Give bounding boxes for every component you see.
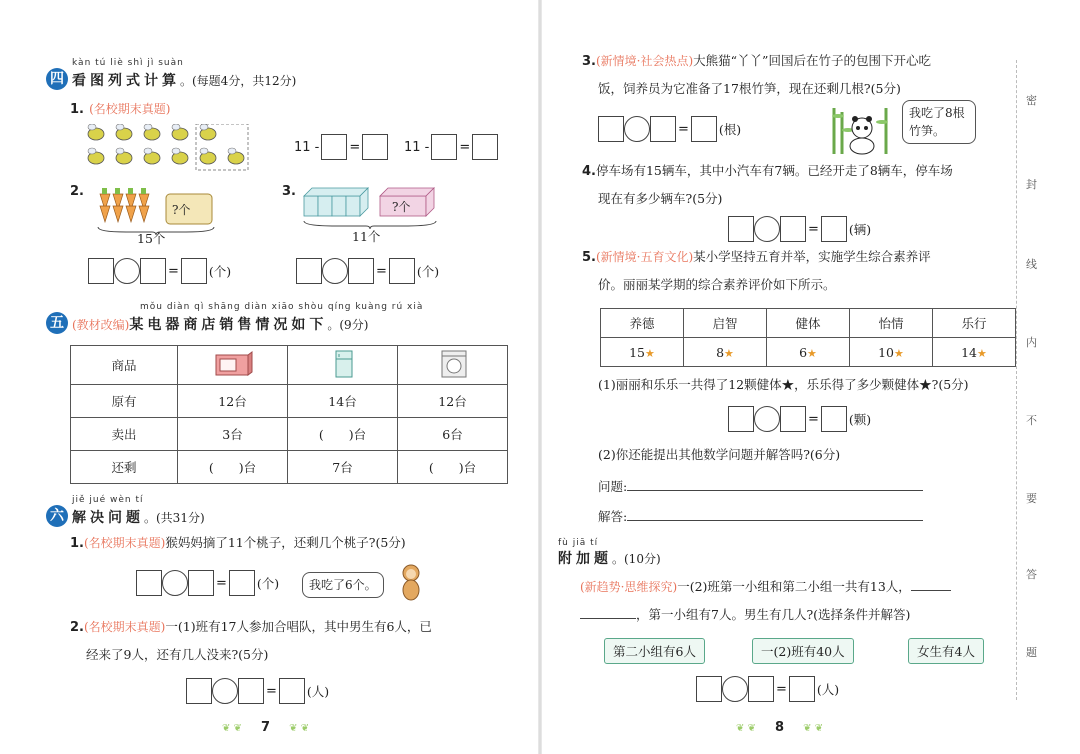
- row-label: 原有: [71, 385, 178, 418]
- margin-char: 密: [1026, 94, 1037, 107]
- section6-heading: [72, 507, 205, 527]
- r-q4-formula: [728, 216, 871, 242]
- seal-line: [1016, 60, 1018, 700]
- bonus-unit: (人): [816, 682, 840, 697]
- eval-value: 14: [961, 344, 978, 360]
- s4-q2-number: 2.: [70, 184, 84, 199]
- table-row: [71, 385, 508, 418]
- s4-q1-formula-b: [402, 134, 498, 160]
- r-q5-tag: (新情境·五育文化): [595, 250, 694, 264]
- r-q5-line1: [582, 246, 931, 269]
- table-cell: 3台: [178, 418, 288, 451]
- section5-pinyin: mǒu diàn qì shāng diàn xiāo shòu qíng kuàng rú xià: [140, 302, 424, 312]
- answer-box[interactable]: [362, 134, 388, 160]
- star-icon: ★: [807, 346, 817, 360]
- bonus-option[interactable]: 一(2)班有40人: [752, 638, 854, 664]
- star-icon: ★: [894, 346, 904, 360]
- answer-box[interactable]: [598, 116, 624, 142]
- eval-value-cell: [933, 338, 1016, 367]
- answer-box[interactable]: [88, 258, 114, 284]
- answer-box[interactable]: [821, 406, 847, 432]
- margin-char: 要: [1026, 492, 1037, 505]
- margin-char: 内: [1026, 336, 1037, 349]
- answer-box[interactable]: [650, 116, 676, 142]
- table-cell: 12台: [178, 385, 288, 418]
- r-q4-number: 4.: [582, 164, 596, 179]
- s6-q2-text2: 经来了9人，还有几人没来?(5分): [86, 647, 269, 662]
- r-q3-text1: 大熊猫“丫丫”回国后在竹子的包围下开心吃: [693, 53, 931, 68]
- section4-heading: [72, 70, 296, 90]
- star-icon: ★: [977, 346, 987, 360]
- margin-char: 不: [1026, 414, 1037, 427]
- answer-box[interactable]: [296, 258, 322, 284]
- answer-line: [598, 504, 923, 528]
- s6-q2-formula: [186, 678, 329, 704]
- operator-circle[interactable]: [754, 406, 780, 432]
- product-cell: [288, 346, 398, 385]
- r-q4-line1: [582, 160, 953, 183]
- equals-sign: =: [376, 263, 387, 279]
- eval-value-cell: [684, 338, 767, 367]
- eval-header-cell: 乐行: [933, 309, 1016, 338]
- s4-q1-expr-b: 11 -: [404, 139, 430, 155]
- table-cell-blank[interactable]: ( )台: [178, 451, 288, 484]
- r-q3-number: 3.: [582, 54, 596, 69]
- answer-box[interactable]: [696, 676, 722, 702]
- leaf-icon: ❦ ❦: [803, 723, 824, 734]
- right-page-footer: [736, 716, 823, 735]
- r-q5-text1: 某小学坚持五育并举，实施学生综合素养评: [693, 249, 931, 264]
- r-q5-sub1-unit: (颗): [848, 412, 872, 427]
- eval-value-cell: [767, 338, 850, 367]
- r-q3-speech-bubble: 我吃了8根竹笋。: [902, 100, 976, 144]
- r-q5-sub1: (1)丽丽和乐乐一共得了12颗健体★，乐乐得了多少颗健体★?(5分): [598, 377, 969, 392]
- s4-q1-tag: (名校期末真题): [89, 102, 171, 116]
- section5-tag: (教材改编): [72, 318, 130, 332]
- section6-title: 解决问题: [72, 510, 144, 526]
- question-answer-line[interactable]: [627, 474, 923, 491]
- s4-q3-total: 11个: [352, 229, 381, 244]
- eval-value: 8: [716, 344, 725, 360]
- answer-box[interactable]: [431, 134, 457, 160]
- s6-q2-unit: (人): [306, 684, 330, 699]
- answer-box[interactable]: [186, 678, 212, 704]
- table-row: [71, 346, 508, 385]
- panda-icon: [828, 106, 894, 156]
- r-q3-unit: (根): [718, 122, 742, 137]
- s4-q3-unit: (个): [416, 264, 440, 279]
- s4-q3-number: 3.: [282, 184, 296, 199]
- s4-q2-formula: [88, 258, 231, 284]
- bonus-title: 附加题: [558, 551, 612, 567]
- s6-q1: [70, 532, 406, 555]
- row-label: 卖出: [71, 418, 178, 451]
- star-icon: ★: [645, 346, 655, 360]
- s6-q2-text1: 一(1)班有17人参加合唱队，其中男生有6人，已: [165, 619, 432, 634]
- eval-header-cell: 健体: [767, 309, 850, 338]
- sales-table: [70, 345, 508, 484]
- margin-char: 封: [1026, 178, 1037, 191]
- equals-sign: =: [349, 139, 361, 155]
- table-cell: 12台: [398, 385, 508, 418]
- r-q3-line1: [582, 50, 931, 73]
- eval-value-cell: [850, 338, 933, 367]
- eval-value: 10: [878, 344, 895, 360]
- table-cell: 6台: [398, 418, 508, 451]
- equals-sign: =: [678, 121, 689, 137]
- answer-box[interactable]: [279, 678, 305, 704]
- bonus-text1: 一(2)班第一小组和第二小组一共有13人，: [677, 579, 911, 594]
- answer-label: 解答:: [598, 509, 628, 524]
- answer-box[interactable]: [181, 258, 207, 284]
- answer-box[interactable]: [748, 676, 774, 702]
- equals-sign: =: [216, 575, 227, 591]
- page-number-left: 7: [261, 720, 271, 735]
- section6-badge: 六: [46, 505, 68, 527]
- s6-q1-tag: (名校期末真题): [83, 536, 166, 550]
- table-row: [601, 309, 1016, 338]
- bonus-tag: (新趋势·思维探究): [580, 580, 678, 594]
- operator-circle[interactable]: [162, 570, 188, 596]
- answer-box[interactable]: [691, 116, 717, 142]
- eval-header-cell: 启智: [684, 309, 767, 338]
- s6-q1-speech-bubble: 我吃了6个。: [302, 572, 384, 598]
- section4-title: 看图列式计算: [72, 73, 180, 89]
- leaf-icon: ❦ ❦: [289, 723, 310, 734]
- s4-q2-total: 15个: [137, 231, 166, 246]
- bonus-line2: [580, 604, 910, 626]
- table-row: [71, 451, 508, 484]
- operator-circle[interactable]: [754, 216, 780, 242]
- eval-header-cell: 怡情: [850, 309, 933, 338]
- r-q4-text2: 现在有多少辆车?(5分): [598, 191, 723, 206]
- table-cell: 7台: [288, 451, 398, 484]
- operator-circle[interactable]: [322, 258, 348, 284]
- bonus-option[interactable]: 女生有4人: [908, 638, 984, 664]
- margin-char: 答: [1026, 568, 1037, 581]
- answer-box[interactable]: [140, 258, 166, 284]
- table-cell: 14台: [288, 385, 398, 418]
- question-line: [598, 474, 923, 498]
- margin-char: 题: [1026, 646, 1037, 659]
- section4-badge: 四: [46, 68, 68, 90]
- eval-value: 15: [629, 344, 646, 360]
- bonus-heading: [558, 548, 661, 568]
- s6-q2-line1: [70, 616, 432, 639]
- star-icon: ★: [724, 346, 734, 360]
- carrots-illustration: [96, 184, 216, 230]
- table-header-cell: 商品: [71, 346, 178, 385]
- answer-box[interactable]: [321, 134, 347, 160]
- right-page: [540, 0, 1080, 754]
- answer-box[interactable]: [188, 570, 214, 596]
- answer-box[interactable]: [789, 676, 815, 702]
- page-number-right: 8: [775, 720, 785, 735]
- r-q5-sub2: (2)你还能提出其他数学问题并解答吗?(6分): [598, 447, 841, 462]
- bonus-note: 。(10分): [612, 552, 661, 566]
- s6-q1-number: 1.: [70, 536, 84, 551]
- product-cell: [178, 346, 288, 385]
- equals-sign: =: [808, 221, 819, 237]
- answer-box[interactable]: [238, 678, 264, 704]
- s4-q3-box-label: ?个: [392, 200, 411, 214]
- s4-q1-header: [70, 98, 170, 117]
- answer-box[interactable]: [780, 216, 806, 242]
- s6-q1-unit: (个): [256, 576, 280, 591]
- table-row: [71, 418, 508, 451]
- margin-char: 线: [1026, 258, 1037, 271]
- s6-q1-text: 猴妈妈摘了11个桃子，还剩几个桃子?(5分): [165, 535, 406, 550]
- operator-circle[interactable]: [212, 678, 238, 704]
- r-q4-unit: (辆): [848, 222, 872, 237]
- leaf-icon: ❦ ❦: [222, 723, 242, 734]
- answer-box[interactable]: [821, 216, 847, 242]
- microwave-icon: [212, 351, 254, 377]
- s4-q1-expr-a: 11 -: [294, 139, 320, 155]
- equals-sign: =: [168, 263, 179, 279]
- question-label: 问题:: [598, 479, 628, 494]
- r-q3-text2: 饭，饲养员为它准备了17根竹笋，现在还剩几根?(5分): [598, 81, 901, 96]
- bonus-pinyin: fù jiā tí: [558, 538, 599, 548]
- r-q3-formula: [598, 116, 741, 142]
- section5-title: 某电器商店销售情况如下: [129, 317, 328, 333]
- section5-note: 。(9分): [327, 318, 369, 332]
- solution-answer-line[interactable]: [627, 504, 923, 521]
- section6-pinyin: jiě jué wèn tí: [72, 495, 144, 505]
- operator-circle[interactable]: [624, 116, 650, 142]
- product-cell: [398, 346, 508, 385]
- row-label: 还剩: [71, 451, 178, 484]
- bonus-option[interactable]: 第二小组有6人: [604, 638, 705, 664]
- left-page-footer: [222, 716, 309, 735]
- s4-q1-formula-a: [292, 134, 388, 160]
- answer-box[interactable]: [780, 406, 806, 432]
- equals-sign: =: [808, 411, 819, 427]
- leaf-icon: ❦ ❦: [736, 723, 756, 734]
- section4-note: 。(每题4分，共12分): [180, 74, 297, 88]
- section5-heading: [72, 314, 368, 334]
- equals-sign: =: [459, 139, 471, 155]
- r-q5-text2: 价。丽丽某学期的综合素养评价如下所示。: [598, 277, 836, 292]
- eval-value-cell: [601, 338, 684, 367]
- s6-q2-tag: (名校期末真题): [83, 620, 166, 634]
- bees-illustration: [84, 124, 250, 172]
- answer-box[interactable]: [229, 570, 255, 596]
- eval-value: 6: [799, 344, 808, 360]
- bonus-formula: [696, 676, 839, 702]
- table-row: [601, 338, 1016, 367]
- table-cell-blank[interactable]: ( )台: [398, 451, 508, 484]
- evaluation-table: [600, 308, 1016, 367]
- bonus-blank[interactable]: [911, 576, 951, 591]
- answer-box[interactable]: [348, 258, 374, 284]
- operator-circle[interactable]: [722, 676, 748, 702]
- monkey-icon: [396, 562, 426, 602]
- operator-circle[interactable]: [114, 258, 140, 284]
- refrigerator-icon: [328, 349, 358, 379]
- section6-note: 。(共31分): [144, 511, 205, 525]
- equals-sign: =: [776, 681, 787, 697]
- bonus-text2: ，第一小组有7人。男生有几人?(选择条件并解答): [636, 607, 911, 622]
- s4-q2-unit: (个): [208, 264, 232, 279]
- s4-q1-number: 1.: [70, 102, 84, 117]
- answer-box[interactable]: [136, 570, 162, 596]
- section4-pinyin: kàn tú liè shì jì suàn: [72, 58, 184, 68]
- section5-badge: 五: [46, 312, 68, 334]
- equals-sign: =: [266, 683, 277, 699]
- s6-q1-formula: [136, 570, 279, 596]
- r-q4-text1: 停车场有15辆车，其中小汽车有7辆。已经开走了8辆车，停车场: [595, 163, 953, 178]
- bonus-line1: [580, 576, 951, 598]
- r-q5-number: 5.: [582, 250, 596, 265]
- r-q5-sub1-formula: [728, 406, 871, 432]
- r-q3-tag: (新情境·社会热点): [595, 54, 694, 68]
- answer-box[interactable]: [728, 406, 754, 432]
- answer-box[interactable]: [389, 258, 415, 284]
- washing-machine-icon: [436, 349, 470, 379]
- table-cell-blank[interactable]: ( )台: [288, 418, 398, 451]
- bonus-blank[interactable]: [580, 604, 636, 619]
- answer-box[interactable]: [472, 134, 498, 160]
- s6-q2-number: 2.: [70, 620, 84, 635]
- answer-box[interactable]: [728, 216, 754, 242]
- s4-q3-formula: [296, 258, 439, 284]
- eval-header-cell: 养德: [601, 309, 684, 338]
- s4-q2-basket-label: ?个: [172, 203, 191, 217]
